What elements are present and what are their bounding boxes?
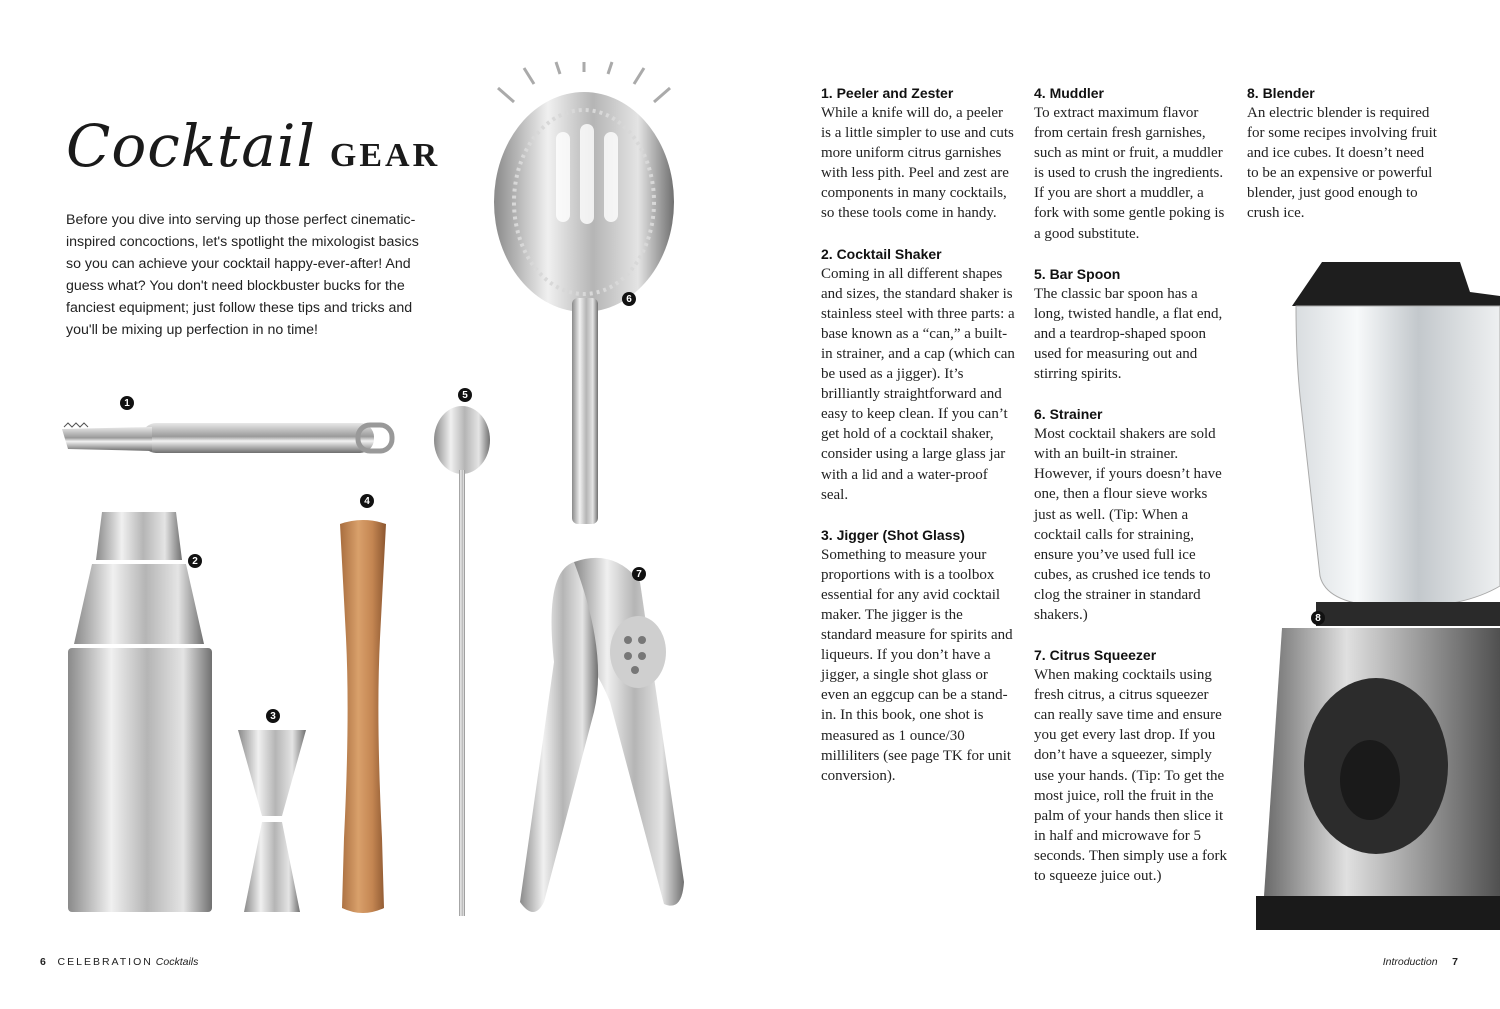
- jigger-image: [236, 730, 308, 914]
- marker-2: 2: [188, 554, 202, 568]
- item-muddler: [1034, 83, 1229, 244]
- item-title: 4. Muddler: [1034, 85, 1105, 101]
- item-text: The classic bar spoon has a long, twisted handle, a flat end, and a teardrop-shaped spoon used for measuring out and stirring spirits.: [1034, 285, 1223, 383]
- peeler-zester-image: [62, 415, 402, 463]
- page-title: [66, 112, 440, 180]
- strainer-image: [484, 62, 684, 526]
- marker-1: 1: [120, 396, 134, 410]
- item-peeler: [821, 83, 1016, 224]
- intro-paragraph: Before you dive into serving up those perfect cinematic-inspired concoctions, let's spotlight the mixologist basics so you can achieve your cocktail happy-ever-after! And guess what? You don't need blockbuster bucks for the fanciest equipment; just follow these tips and tricks and you'll be mixing up perfection in no time!: [66, 212, 419, 338]
- muddler-image: [336, 518, 390, 918]
- marker-7: 7: [632, 567, 646, 581]
- section-name: Introduction: [1382, 956, 1438, 968]
- book-title-caps: CELEBRATION: [57, 956, 153, 968]
- book-title-italic: Cocktails: [155, 956, 199, 968]
- footer-left: [40, 956, 198, 968]
- item-title: 8. Blender: [1247, 85, 1315, 101]
- item-bar-spoon: [1034, 264, 1229, 384]
- item-text: An electric blender is required for some recipes involving fruit and ice cubes. It doesn’t need to be an expensive or powerful blender, just good enough to crush ice.: [1247, 105, 1437, 222]
- marker-8: 8: [1311, 611, 1325, 625]
- blender-image: [1256, 256, 1500, 930]
- item-text: Most cocktail shakers are sold with an built-in strainer. However, if yours doesn’t have one, then a flour sieve works just as well. (Tip: When a cocktail calls for straining, ensure you’ve used full ice cubes, as crushed ice tends to clog the strainer in standard shakers.): [1034, 426, 1222, 623]
- column-1: [821, 83, 1016, 806]
- item-title: 5. Bar Spoon: [1034, 265, 1121, 282]
- citrus-squeezer-image: [514, 552, 690, 920]
- item-text: To extract maximum flavor from certain fresh garnishes, such as mint or fruit, a muddler is used to crush the ingredients. If you are short a muddler, a fork with some gentle poking is a good substitute.: [1034, 105, 1225, 242]
- item-text: While a knife will do, a peeler is a little simpler to use and cuts more uniform citrus garnishes with less pith. Peel and zest are components in many cocktails, so these tools come in handy.: [821, 105, 1014, 222]
- item-title: 6. Strainer: [1034, 406, 1103, 423]
- page-number-left: 6: [40, 956, 46, 968]
- title-caps: GEAR: [329, 137, 441, 174]
- item-title: 7. Citrus Squeezer: [1034, 647, 1157, 664]
- column-3: [1247, 83, 1439, 244]
- marker-5: 5: [458, 388, 472, 402]
- item-blender: [1247, 83, 1439, 224]
- title-script: Cocktail: [66, 112, 316, 180]
- item-shaker: [821, 244, 1016, 505]
- column-2: [1034, 83, 1229, 906]
- item-title: 3. Jigger (Shot Glass): [821, 526, 965, 543]
- item-strainer: [1034, 404, 1229, 625]
- item-citrus-squeezer: [1034, 645, 1229, 886]
- cocktail-shaker-image: [64, 512, 216, 914]
- page-number-right: 7: [1452, 956, 1458, 968]
- item-text: Something to measure your proportions with is a toolbox essential for any avid cocktail maker. The jigger is the standard measure for spirits and liqueurs. If you don’t have a jigger, a single shot glass or even an eggcup can be a stand-in. In this book, one shot is measured as 1 ounce/30 milliliters (see page TK for unit conversion).: [821, 546, 1013, 784]
- item-title: 2. Cocktail Shaker: [821, 245, 942, 262]
- item-jigger: [821, 525, 1016, 786]
- marker-3: 3: [266, 709, 280, 723]
- marker-6: 6: [622, 292, 636, 306]
- item-text: Coming in all different shapes and sizes, the standard shaker is stainless steel with three parts: a base known as a “can,” a built-in strainer, and a cap (which can be used as a jigger). It’s brilliantly straightforward and easy to keep clean. If you can’t get hold of a cocktail shaker, consider using a large glass jar with a lid and a water-proof seal.: [821, 265, 1015, 503]
- marker-4: 4: [360, 494, 374, 508]
- item-text: When making cocktails using fresh citrus, a citrus squeezer can really save time and ensure you get every last drop. If you don’t have a squeezer, simply use your hands. (Tip: To get the most juice, roll the fruit in the palm of your hands then slice it in half and microwave for 5 seconds. Then simply use a fork to squeeze juice out.): [1034, 667, 1228, 884]
- footer-right: [1383, 956, 1458, 968]
- item-title: 1. Peeler and Zester: [821, 85, 954, 101]
